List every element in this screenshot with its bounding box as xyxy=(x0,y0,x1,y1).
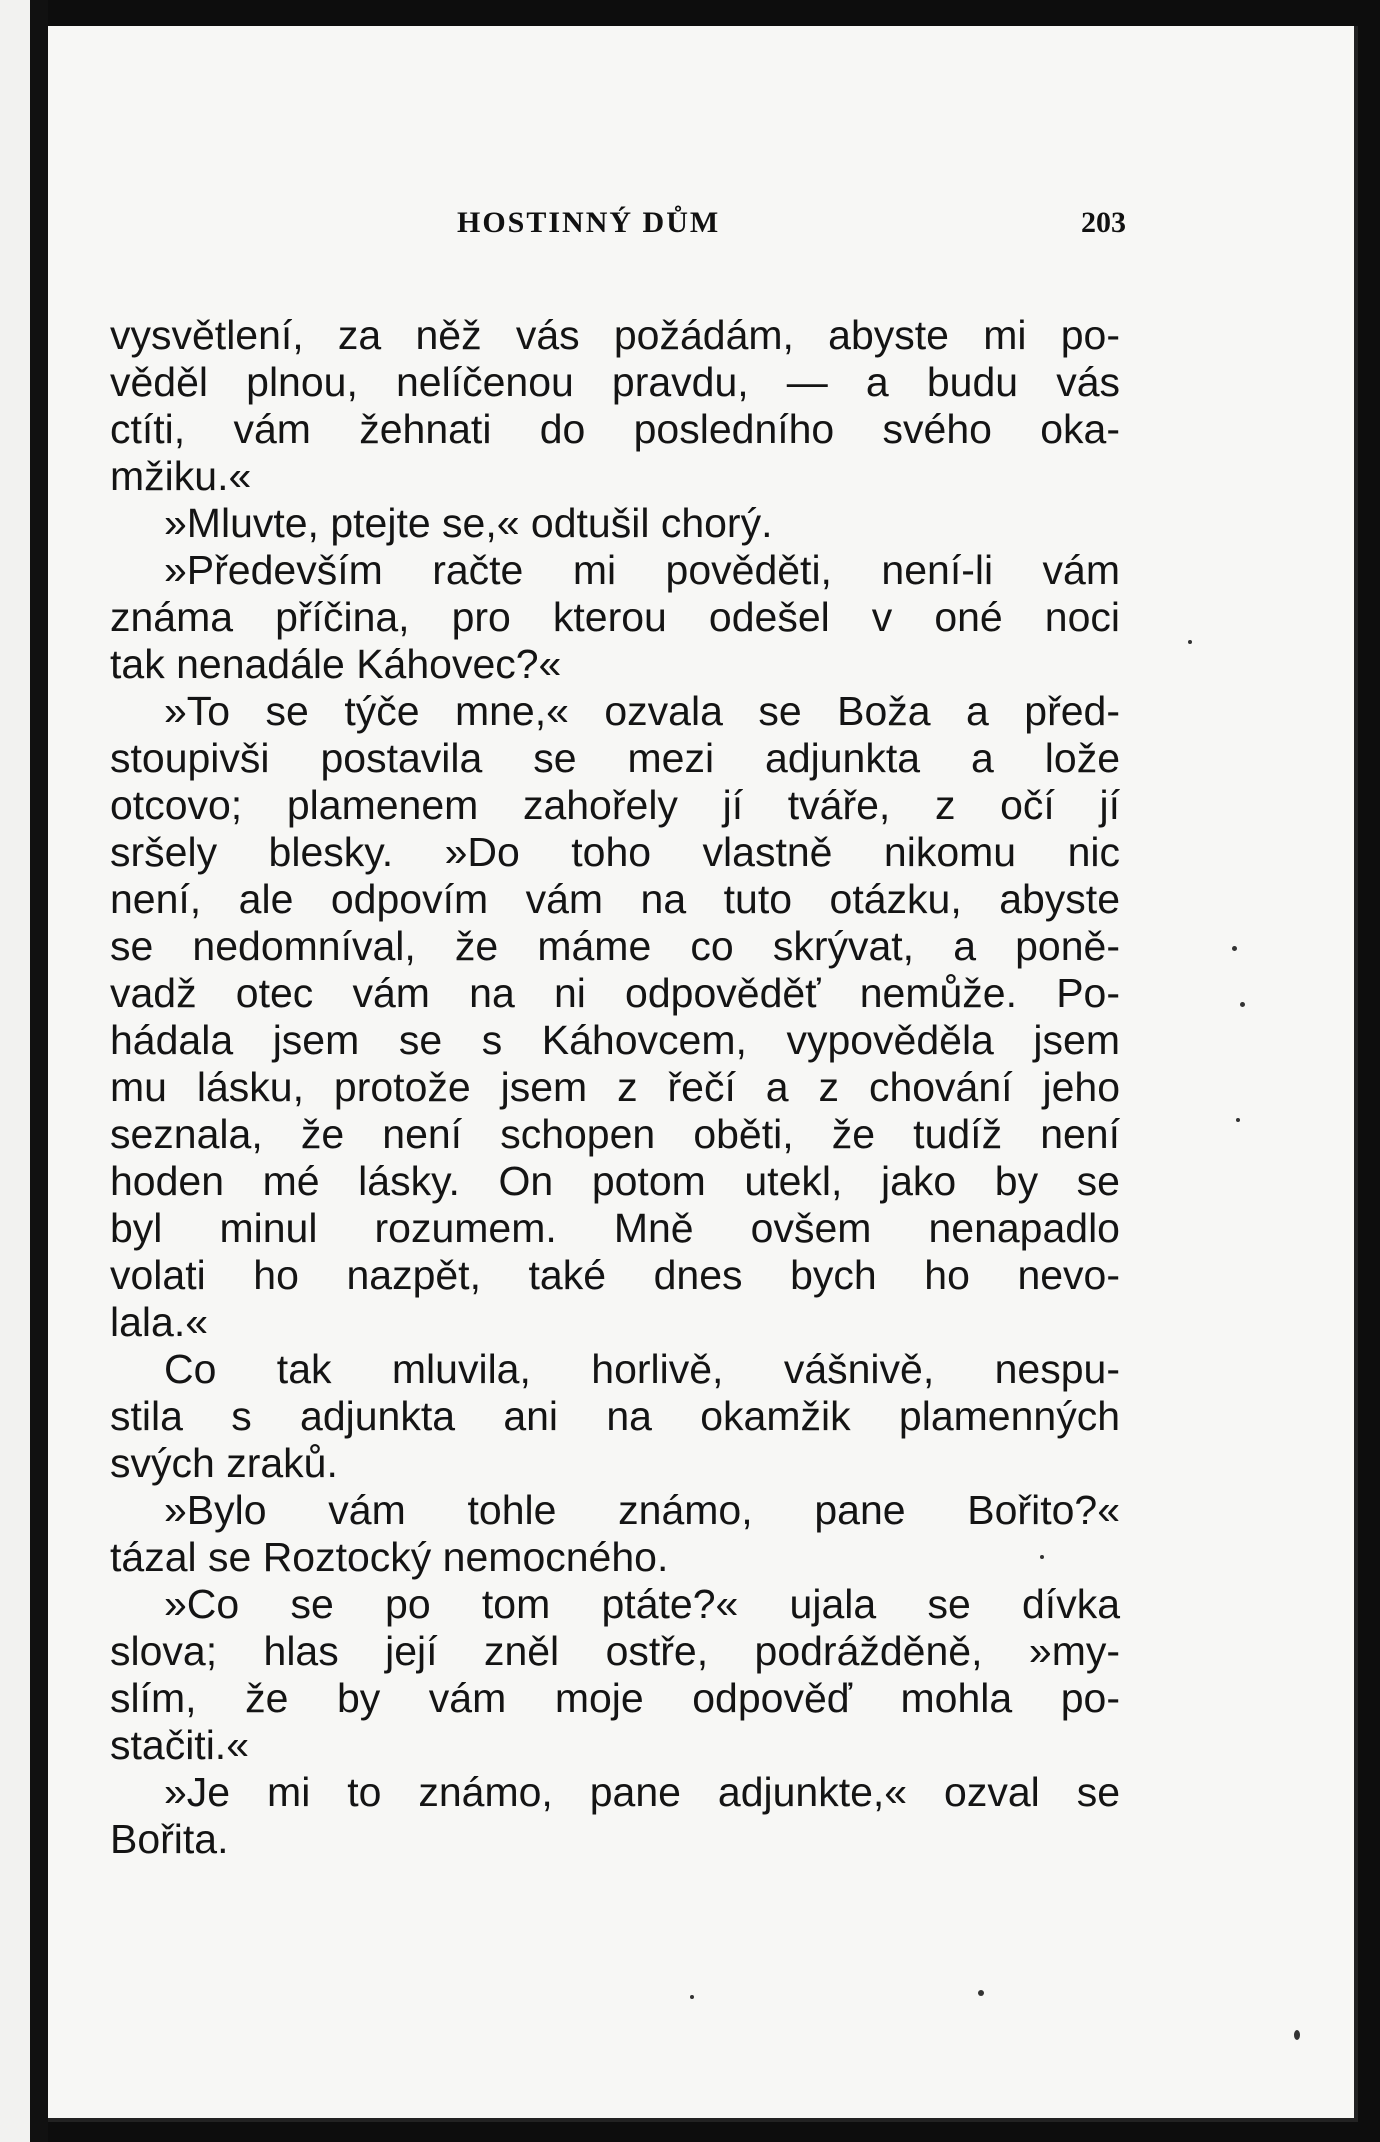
text-line: »To se týče mne,« ozvala se Boža a před- xyxy=(164,688,1120,734)
adjacent-page-edge xyxy=(0,0,30,2142)
text-line: »Co se po tom ptáte?« ujala se dívka xyxy=(164,1581,1120,1627)
paper-speck xyxy=(1294,2030,1300,2040)
text-line: stila s adjunkta ani na okamžik plamenných xyxy=(110,1393,1120,1439)
book-gutter xyxy=(30,0,48,2142)
text-line: tak nenadále Káhovec?« xyxy=(110,641,562,687)
text-line: Bořita. xyxy=(110,1816,229,1862)
page-number: 203 xyxy=(1081,206,1126,239)
body-text xyxy=(110,312,1120,1863)
paper-speck xyxy=(1040,1555,1044,1559)
text-line: seznala, že není schopen oběti, že tudíž není xyxy=(110,1111,1120,1157)
text-line: mžiku.« xyxy=(110,453,252,499)
page-header xyxy=(110,206,1146,246)
text-line: věděl plnou, nelíčenou pravdu, — a budu vás xyxy=(110,359,1120,405)
text-line: »Především račte mi pověděti, není-li vám xyxy=(164,547,1120,593)
text-line: otcovo; plamenem zahořely jí tváře, z očí jí xyxy=(110,782,1120,828)
paper-speck xyxy=(1188,640,1192,644)
paper-speck xyxy=(1236,1118,1240,1122)
paper-speck xyxy=(978,1990,984,1996)
text-line: tázal se Roztocký nemocného. xyxy=(110,1534,669,1580)
text-line: Co tak mluvila, horlivě, vášnivě, nespu- xyxy=(164,1346,1120,1392)
text-line: »Je mi to známo, pane adjunkte,« ozval se xyxy=(164,1769,1120,1815)
text-line: sršely blesky. »Do toho vlastně nikomu nic xyxy=(110,829,1120,875)
text-line: se nedomníval, že máme co skrývat, a poně- xyxy=(110,923,1120,969)
text-line: slím, že by vám moje odpověď mohla po- xyxy=(110,1675,1120,1721)
text-line: volati ho nazpět, také dnes bych ho nevo- xyxy=(110,1252,1120,1298)
text-line: »Mluvte, ptejte se,« odtušil chorý. xyxy=(164,500,773,546)
text-line: svých zraků. xyxy=(110,1440,338,1486)
text-line: hádala jsem se s Káhovcem, vypověděla jsem xyxy=(110,1017,1120,1063)
text-line: lala.« xyxy=(110,1299,209,1345)
text-line: vadž otec vám na ni odpověděť nemůže. Po- xyxy=(110,970,1120,1016)
text-line: vysvětlení, za něž vás požádám, abyste mi po- xyxy=(110,312,1120,358)
text-line: známa příčina, pro kterou odešel v oné noci xyxy=(110,594,1120,640)
text-line: mu lásku, protože jsem z řečí a z chování jeho xyxy=(110,1064,1120,1110)
text-line: slova; hlas její zněl ostře, podrážděně, »my- xyxy=(110,1628,1120,1674)
text-line: »Bylo vám tohle známo, pane Bořito?« xyxy=(164,1487,1120,1533)
text-line: ctíti, vám žehnati do posledního svého oka- xyxy=(110,406,1120,452)
text-line: byl minul rozumem. Mně ovšem nenapadlo xyxy=(110,1205,1120,1251)
text-line: není, ale odpovím vám na tuto otázku, abyste xyxy=(110,876,1120,922)
paper-speck xyxy=(1240,1002,1245,1007)
text-line: hoden mé lásky. On potom utekl, jako by se xyxy=(110,1158,1120,1204)
paper-speck xyxy=(1232,946,1237,951)
paper-speck xyxy=(690,1995,694,1999)
text-line: stačiti.« xyxy=(110,1722,249,1768)
text-line: stoupivši postavila se mezi adjunkta a lože xyxy=(110,735,1120,781)
running-title: HOSTINNÝ DŮM xyxy=(457,206,721,239)
